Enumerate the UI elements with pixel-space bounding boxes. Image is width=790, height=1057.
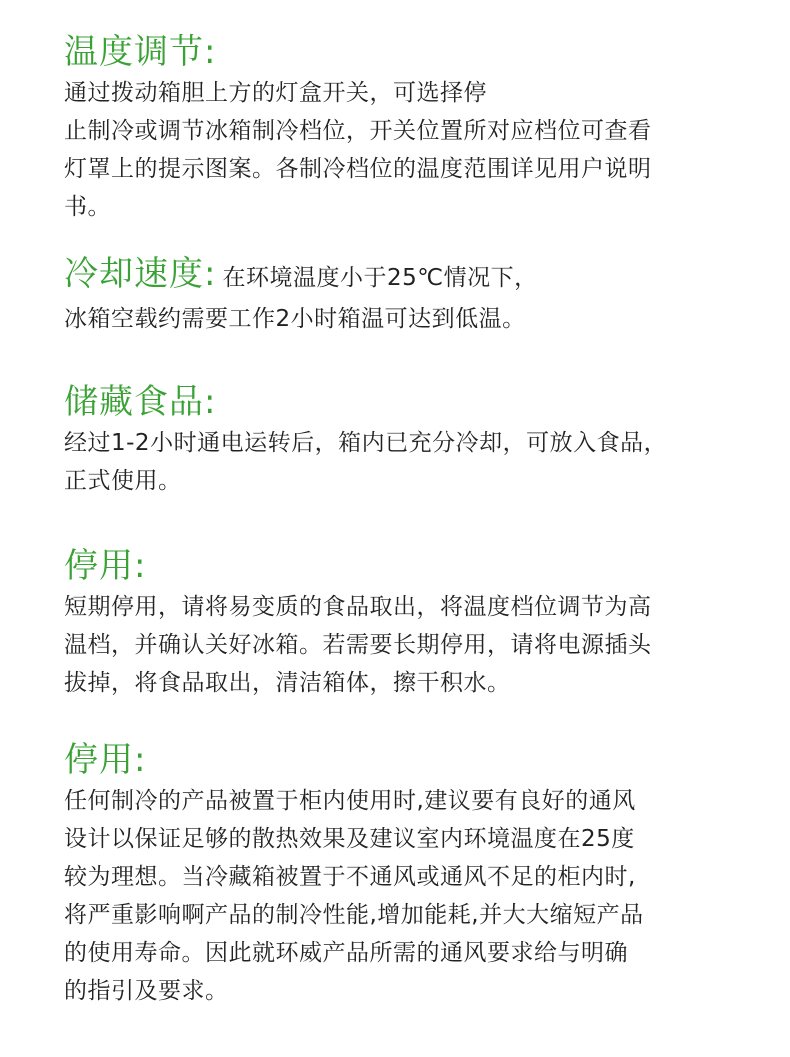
section-stop-use-ventilation	[64, 738, 764, 1010]
section-food-storage	[64, 380, 764, 500]
heading-inline-text: 在环境温度小于25℃情况下，	[222, 265, 538, 291]
body-line: 通过拨动箱胆上方的灯盒开关，可选择停	[64, 80, 487, 106]
body-line: 将严重影响啊产品的制冷性能,增加能耗,并大大缩短产品	[64, 902, 644, 928]
body-line: 拔掉，将食品取出，清洁箱体，擦干积水。	[64, 670, 511, 696]
body-line: 较为理想。当冷藏箱被置于不通风或通风不足的柜内时,	[64, 864, 636, 890]
body-line: 灯罩上的提示图案。各制冷档位的温度范围详见用户说明	[64, 156, 652, 182]
body-line: 正式使用。	[64, 468, 182, 494]
body-line: 短期停用，请将易变质的食品取出，将温度档位调节为高	[64, 594, 652, 620]
section-heading: 停用:	[64, 740, 147, 780]
body-line: 温档，并确认关好冰箱。若需要长期停用，请将电源插头	[64, 632, 652, 658]
body-line: 经过1-2小时通电运转后，箱内已充分冷却，可放入食品，	[64, 430, 668, 456]
section-heading-row	[64, 252, 764, 300]
section-heading: 温度调节:	[64, 32, 217, 72]
body-line: 的使用寿命。因此就环威产品所需的通风要求给与明确	[64, 940, 628, 966]
section-heading: 停用:	[64, 546, 147, 586]
section-heading: 冷却速度:	[64, 254, 217, 294]
section-heading: 储藏食品:	[64, 382, 217, 422]
body-line: 的指引及要求。	[64, 978, 229, 1004]
body-line: 任何制冷的产品被置于柜内使用时,建议要有良好的通风	[64, 788, 636, 814]
body-line: 止制冷或调节冰箱制冷档位，开关位置所对应档位可查看	[64, 118, 652, 144]
section-stop-use	[64, 544, 764, 702]
body-line: 书。	[64, 194, 111, 220]
body-line: 冰箱空载约需要工作2小时箱温可达到低温。	[64, 306, 526, 332]
section-temperature-adjustment	[64, 30, 764, 226]
body-line: 设计以保证足够的散热效果及建议室内环境温度在25度	[64, 826, 635, 852]
section-cooling-speed	[64, 252, 764, 338]
